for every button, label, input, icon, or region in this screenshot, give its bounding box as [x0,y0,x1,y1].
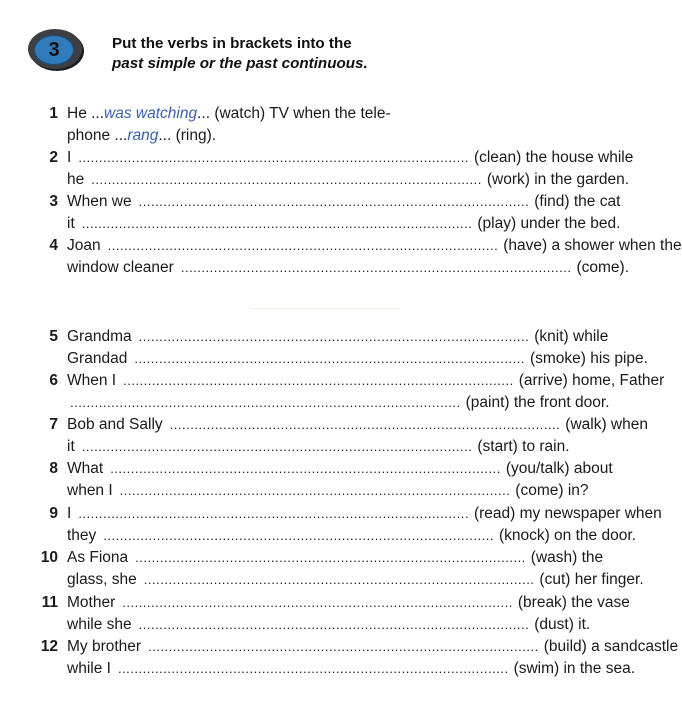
exercise-number-badge [28,29,82,69]
item-text-a: What [67,460,104,477]
item-1-line-1 [0,103,509,125]
answer-blank[interactable]: ............................................................................................... [78,150,469,165]
item-7-line-1 [0,414,648,436]
item-text-a: Bob and Sally [67,416,163,433]
item-text-b: (you/talk) about [505,460,613,477]
answer-blank[interactable]: ............................................................................................... [81,439,473,454]
item-8-line-1 [0,458,613,480]
answer-blank[interactable]: ............................................................................................... [119,483,511,498]
item-number: 1 [49,105,58,122]
item-text-b: (knock) on the door. [498,527,636,544]
item-11-line-2 [0,614,591,636]
answer-blank[interactable]: ............................................................................................... [134,351,525,366]
item-number: 10 [40,549,58,566]
item-text-a: they [67,527,97,544]
item-text-b: (start) to rain. [477,438,570,455]
instruction-line-1: Put the verbs in brackets into the [112,35,352,52]
item-number: 8 [49,460,58,477]
item-text-a: As Fiona [67,549,129,566]
item-text-b: (come). [576,259,630,276]
item-5-line-2 [0,348,648,370]
item-12-line-1 [0,636,679,658]
item-text [67,414,648,436]
item-4-line-2 [0,257,630,279]
item-text-a: When we [67,193,132,210]
item-10-line-2 [0,569,644,591]
item-3-line-2 [0,213,621,235]
answer-blank[interactable]: ............................................................................................... [123,373,514,388]
instruction-line-2: past simple or the past continuous. [112,55,368,72]
answer-blank[interactable]: ............................................................................................... [180,260,572,275]
item-4-line-1 [0,235,682,257]
item-text [67,569,644,591]
item-text-b: (play) under the bed. [477,215,621,232]
item-text-a: I [67,505,72,522]
item-text [67,547,604,569]
item-text-b: (smoke) his pipe. [529,350,648,367]
item-text [67,191,621,213]
item-12-line-2 [0,658,636,680]
item-number: 3 [49,193,58,210]
item-text-b: (work) in the garden. [486,171,630,188]
answer-blank[interactable]: ............................................................................................... [91,172,482,187]
item-text [67,458,613,480]
example-answer: rang [127,127,159,144]
item-text-b: (paint) the front door. [465,394,610,411]
item-6-line-1 [0,370,665,392]
item-6-line-2 [0,392,610,414]
item-text-a: Grandma [67,328,132,345]
answer-blank[interactable]: ............................................................................................... [122,595,513,610]
item-number: 7 [49,416,58,433]
item-number: 2 [49,149,58,166]
answer-blank[interactable]: ............................................................................................... [81,216,473,231]
exercise-number: 3 [48,39,60,61]
item-text-b: (break) the vase [517,594,630,611]
item-text [67,370,665,392]
item-text-b: (find) the cat [534,193,621,210]
item-3-line-1 [0,191,621,213]
item-text-b: (build) a sandcastle [543,638,679,655]
item-text [67,257,630,279]
item-9-line-1 [0,503,662,525]
item-number: 4 [49,237,58,254]
item-text-b: (arrive) home, Father [518,372,665,389]
item-text-b: (knit) while [534,328,609,345]
item-text [67,125,487,147]
item-text-a: while she [67,616,132,633]
item-text [67,235,682,257]
item-text-b: (swim) in the sea. [513,660,636,677]
item-text-a: I [67,149,72,166]
item-text-a: When I [67,372,117,389]
answer-blank[interactable]: ............................................................................................... [117,661,509,676]
item-number: 6 [49,372,58,389]
item-text [67,614,591,636]
item-text [67,348,648,370]
section-divider [250,308,400,309]
item-text-b: (cut) her finger. [539,571,644,588]
item-text-a: it [67,215,75,232]
item-5-line-1 [0,326,609,348]
item-text [67,480,589,502]
answer-blank[interactable]: ............................................................................................... [138,329,530,344]
item-text-b: (clean) the house while [473,149,634,166]
item-number: 12 [40,638,58,655]
item-text-a: he [67,171,85,188]
item-text-a: Mother [67,594,116,611]
item-2-line-1 [0,147,634,169]
item-9-line-2 [0,525,636,547]
item-text [67,436,570,458]
answer-blank[interactable]: ............................................................................................... [70,395,461,410]
example-answer: was watching [104,105,198,122]
item-number: 9 [49,505,58,522]
item-number: 11 [41,594,58,611]
item-text-b: (have) a shower when the [503,237,682,254]
answer-blank[interactable]: ............................................................................................... [148,639,539,654]
item-2-line-2 [0,169,630,191]
item-text-a: when I [67,482,113,499]
item-text-a: while I [67,660,111,677]
item-text [67,658,636,680]
item-8-line-2 [0,480,589,502]
item-7-line-2 [0,436,570,458]
answer-blank[interactable]: ............................................................................................... [138,194,530,209]
item-text-b: (wash) the [530,549,604,566]
exercise-instruction [112,34,492,74]
item-text [67,592,630,614]
item-text [67,213,621,235]
item-text [67,636,679,658]
answer-blank[interactable]: ............................................................................................... [103,528,494,543]
answer-blank[interactable]: ............................................................................................... [78,506,469,521]
item-text-a: Joan [67,237,101,254]
item-1-line-2 [0,125,509,147]
item-10-line-1 [0,547,604,569]
item-text-a: glass, she [67,571,137,588]
item-text-a: phone ... [67,127,128,144]
item-text-a: My brother [67,638,142,655]
item-text-b: ... (watch) TV when the tele- [197,105,391,122]
item-text [67,503,662,525]
item-text-b: (come) in? [515,482,589,499]
answer-blank[interactable]: ............................................................................................... [143,572,535,587]
item-text-b: ... (ring). [158,127,217,144]
item-text-a: window cleaner [67,259,174,276]
item-text [67,103,487,125]
item-text-b: (read) my newspaper when [473,505,662,522]
item-text-a: Grandad [67,350,128,367]
item-text [67,169,630,191]
item-text [67,147,634,169]
item-text-a: He ... [67,105,105,122]
answer-blank[interactable]: ............................................................................................... [110,461,501,476]
item-text [67,392,610,414]
answer-blank[interactable]: ............................................................................................... [135,550,526,565]
item-text [67,326,609,348]
exercise-number-circle [34,35,74,65]
item-number: 5 [49,328,58,345]
item-text [67,525,636,547]
answer-blank[interactable]: ............................................................................................... [169,417,561,432]
item-text-b: (dust) it. [534,616,591,633]
answer-blank[interactable]: ............................................................................................... [107,238,499,253]
answer-blank[interactable]: ............................................................................................... [138,617,530,632]
item-text-b: (walk) when [565,416,648,433]
item-11-line-1 [0,592,630,614]
item-text-a: it [67,438,75,455]
